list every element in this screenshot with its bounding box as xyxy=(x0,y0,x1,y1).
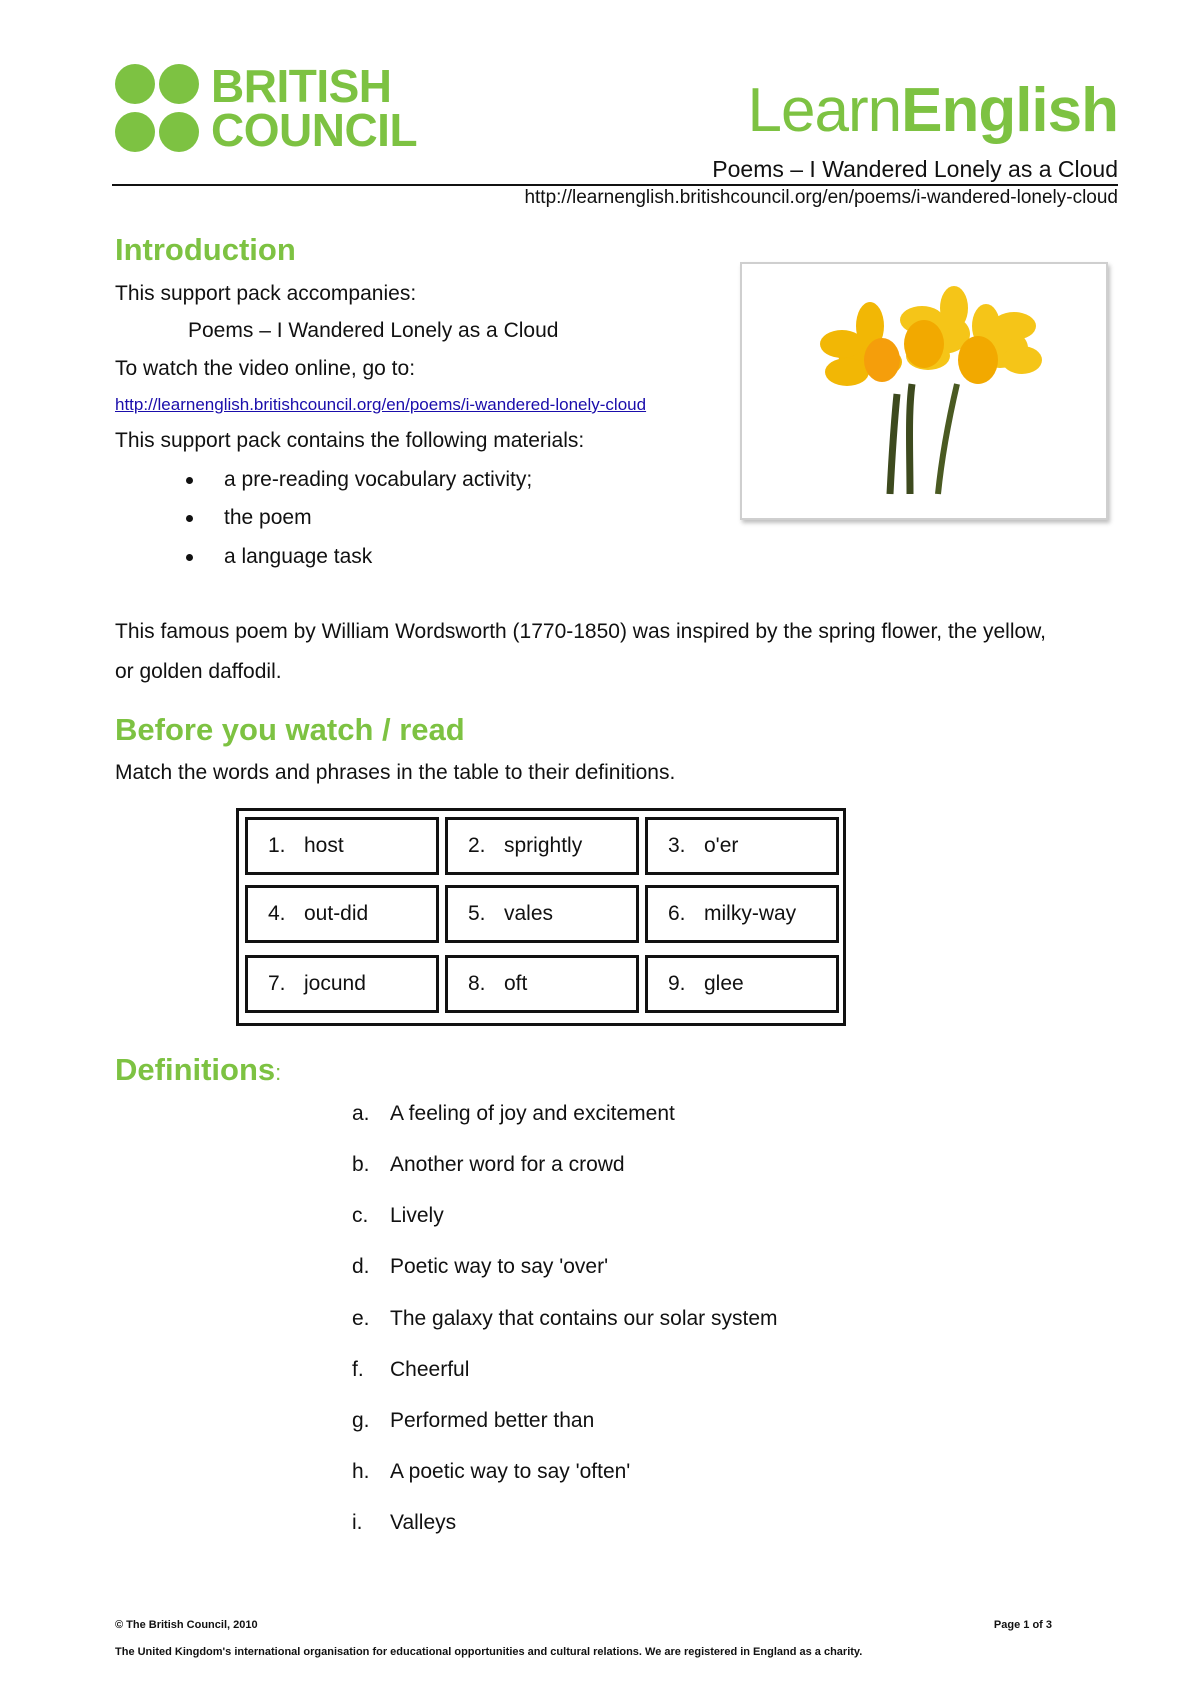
british-council-dots-icon xyxy=(115,64,201,156)
logo-word-british: BRITISH xyxy=(211,60,392,112)
video-link[interactable]: http://learnenglish.britishcouncil.org/en/poems/i-wandered-lonely-cloud xyxy=(115,395,647,414)
intro-paragraph-line-2: or golden daffodil. xyxy=(115,660,282,683)
learnenglish-light: Learn xyxy=(747,76,902,145)
footer-copyright: © The British Council, 2010 xyxy=(115,1619,258,1631)
header-url: http://learnenglish.britishcouncil.org/en/poems/i-wandered-lonely-cloud xyxy=(524,187,1118,208)
daffodil-photo xyxy=(740,262,1108,520)
vocab-cell: 1. host xyxy=(245,817,439,875)
intro-line-3: This support pack contains the following materials: xyxy=(115,429,585,452)
vocab-cell: 9. glee xyxy=(645,955,839,1013)
learnenglish-logo xyxy=(748,76,1118,146)
vocab-cell: 4. out-did xyxy=(245,885,439,943)
logo-word-council: COUNCIL xyxy=(211,104,418,156)
intro-paragraph-line-1: This famous poem by William Wordsworth (1770-1850) was inspired by the spring flower, the yellow, xyxy=(115,620,1047,643)
definitions-heading: Definitions: xyxy=(115,1052,282,1087)
vocabulary-table xyxy=(236,808,846,1026)
vocab-cell: 3. o'er xyxy=(645,817,839,875)
introduction-heading: Introduction xyxy=(115,232,296,267)
daffodil-icon xyxy=(742,264,1106,518)
footer-page-number: Page 1 of 3 xyxy=(993,1619,1052,1631)
british-council-logo xyxy=(115,60,418,156)
vocab-cell: 6. milky-way xyxy=(645,885,839,943)
learnenglish-bold: English xyxy=(901,76,1118,145)
bullet-icon xyxy=(186,554,193,561)
vocab-cell: 5. vales xyxy=(445,885,639,943)
before-heading: Before you watch / read xyxy=(115,712,465,747)
footer-tagline: The United Kingdom's international organisation for educational opportunities and cultural relations. We are registered in England as a charity. xyxy=(115,1646,863,1658)
intro-line-2: To watch the video online, go to: xyxy=(115,357,416,380)
bullet-icon xyxy=(186,477,193,484)
bullet-icon xyxy=(186,515,193,522)
before-instruction: Match the words and phrases in the table to their definitions. xyxy=(115,761,676,784)
intro-line-1: This support pack accompanies: xyxy=(115,282,417,305)
header-divider xyxy=(112,184,1118,186)
vocab-cell: 7. jocund xyxy=(245,955,439,1013)
intro-pack-title: Poems – I Wandered Lonely as a Cloud xyxy=(188,319,559,342)
vocab-cell: 8. oft xyxy=(445,955,639,1013)
vocab-cell: 2. sprightly xyxy=(445,817,639,875)
header-title: Poems – I Wandered Lonely as a Cloud xyxy=(712,156,1118,182)
